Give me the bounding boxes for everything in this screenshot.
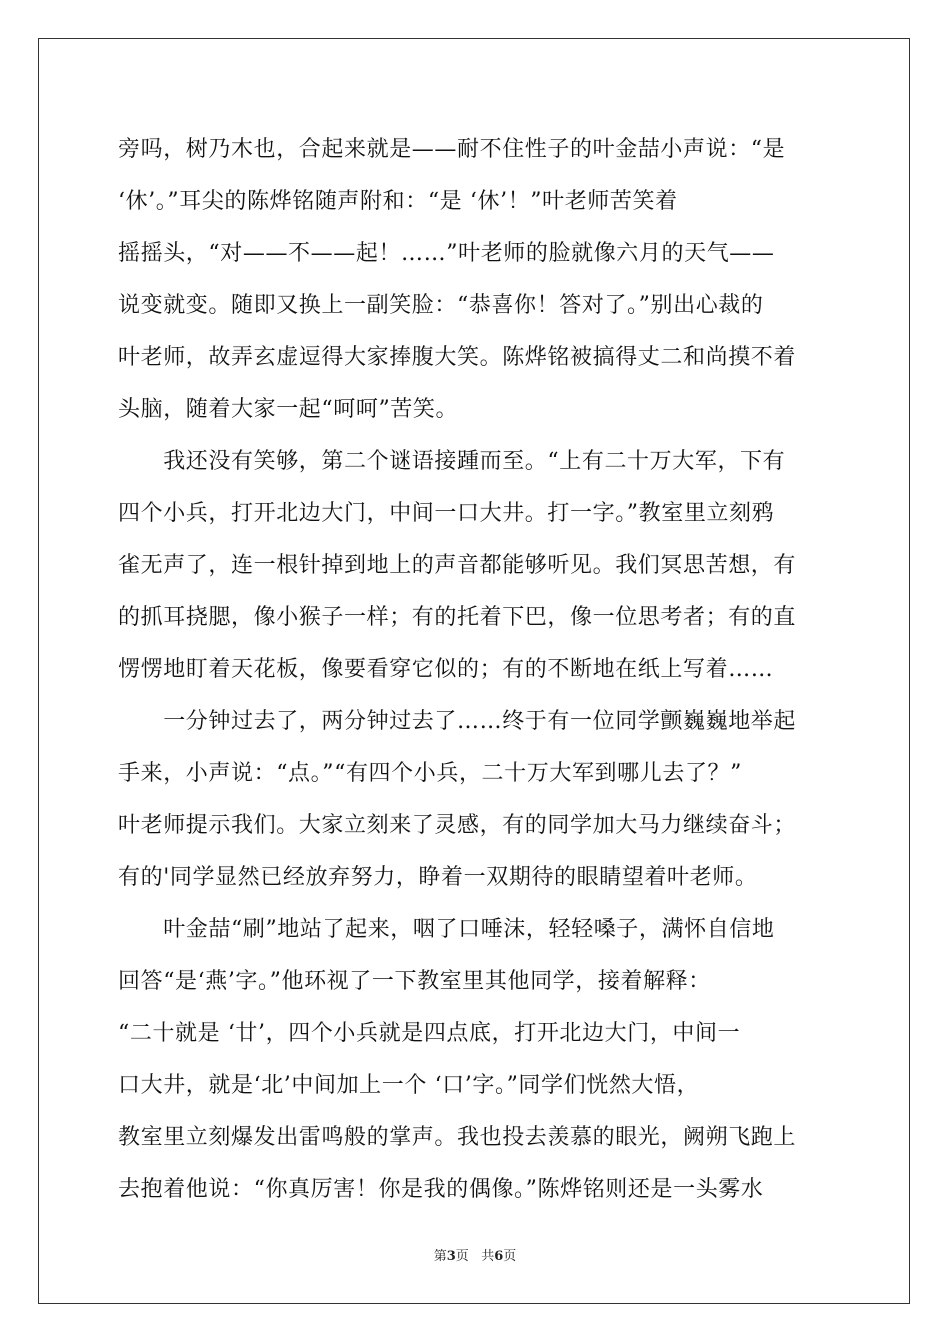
text-line: 口大井，就是‘北’中间加上一个 ‘口’字。”同学们恍然大悟， xyxy=(118,1073,700,1098)
text-line: 手来，小声说：“点。”“有四个小兵，二十万大军到哪儿去了？” xyxy=(118,761,742,786)
text-line: 叶金喆“刷”地站了起来，咽了口唾沫，轻轻嗓子，满怀自信地 xyxy=(118,917,775,942)
text-line: 说变就变。随即又换上一副笑脸：“恭喜你！答对了。”别出心裁的 xyxy=(118,293,764,318)
text-line: ‘休’。”耳尖的陈烨铭随声附和：“是 ‘休’！”叶老师苦笑着 xyxy=(118,189,678,214)
footer-prefix: 第 xyxy=(433,1249,447,1264)
text-line: 我还没有笑够，第二个谜语接踵而至。“上有二十万大军，下有 xyxy=(118,449,786,474)
text-line: 头脑，随着大家一起“呵呵”苦笑。 xyxy=(118,397,459,422)
total-pages-number: 6 xyxy=(494,1249,504,1264)
text-line: 旁吗，树乃木也，合起来就是——耐不住性子的叶金喆小声说：“是 xyxy=(118,137,786,162)
footer-total-prefix: 共 xyxy=(481,1249,495,1264)
text-line: 四个小兵，打开北边大门，中间一口大井。打一字。”教室里立刻鸦 xyxy=(118,501,775,526)
page-footer xyxy=(0,1245,950,1264)
footer-page-suffix: 页 xyxy=(455,1249,469,1264)
text-line: 愣愣地盯着天花板，像要看穿它似的；有的不断地在纸上写着…… xyxy=(118,657,774,682)
text-line: 摇摇头，“对——不——起！……”叶老师的脸就像六月的天气—— xyxy=(118,241,775,266)
text-line: 回答“是‘燕’字。”他环视了一下教室里其他同学，接着解释： xyxy=(118,969,711,994)
text-line: 的抓耳挠腮，像小猴子一样；有的托着下巴，像一位思考者；有的直 xyxy=(118,605,797,630)
text-line: 去抱着他说：“你真厉害！你是我的偶像。”陈烨铭则还是一头雾水 xyxy=(118,1177,764,1202)
text-line: 有的'同学显然已经放弃努力，睁着一双期待的眼睛望着叶老师。 xyxy=(118,865,758,890)
text-line: 一分钟过去了，两分钟过去了……终于有一位同学颤巍巍地举起 xyxy=(118,709,797,734)
text-line: 教室里立刻爆发出雷鸣般的掌声。我也投去羡慕的眼光，阙朔飞跑上 xyxy=(118,1125,797,1150)
footer-total-suffix: 页 xyxy=(503,1249,517,1264)
document-body xyxy=(118,124,838,1216)
current-page-number: 3 xyxy=(446,1249,456,1264)
text-line: 雀无声了，连一根针掉到地上的声音都能够听见。我们冥思苦想，有 xyxy=(118,553,797,578)
text-line: 叶老师，故弄玄虚逗得大家捧腹大笑。陈烨铭被搞得丈二和尚摸不着 xyxy=(118,345,797,370)
text-line: 叶老师提示我们。大家立刻来了灵感，有的同学加大马力继续奋斗； xyxy=(118,813,797,838)
text-line: “二十就是 ‘廿’，四个小兵就是四点底，打开北边大门，中间一 xyxy=(118,1021,741,1046)
